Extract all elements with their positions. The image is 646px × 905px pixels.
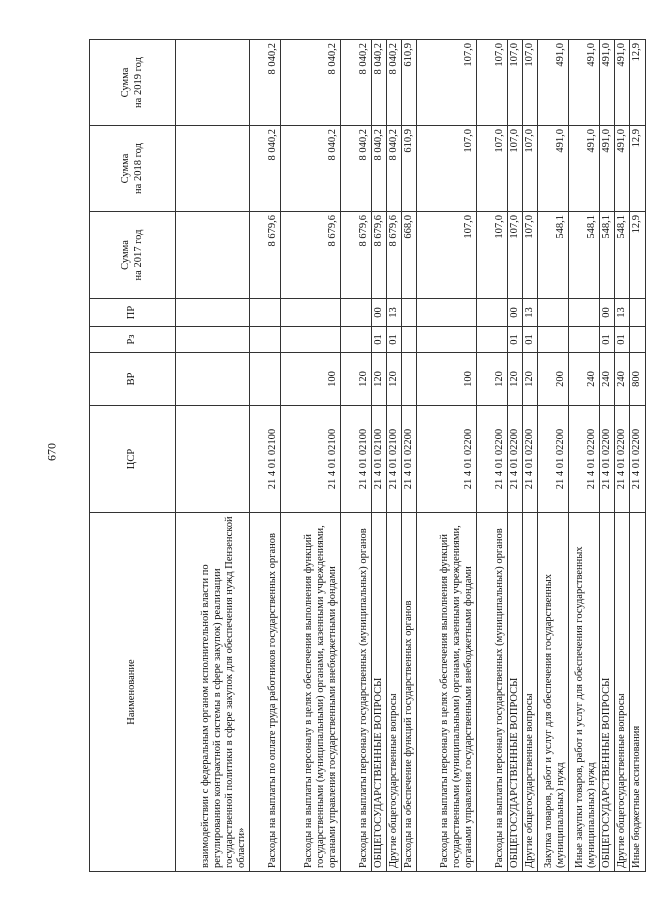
- cell-pr: [417, 299, 477, 327]
- cell-csr: 21 4 01 02200: [508, 406, 523, 513]
- cell-sum-2017: 107,0: [508, 212, 523, 299]
- cell-csr: [176, 406, 250, 513]
- header-sum-2017-line1: Сумма: [120, 240, 132, 270]
- cell-rz: 01: [600, 327, 615, 353]
- cell-sum-2018: 107,0: [417, 126, 477, 212]
- table-row: [600, 40, 615, 872]
- header-row: [90, 40, 176, 872]
- table-row: [417, 40, 477, 872]
- cell-vr: 240: [615, 353, 630, 406]
- cell-rz: 01: [508, 327, 523, 353]
- table-row: [615, 40, 630, 872]
- cell-sum-2017: [176, 212, 250, 299]
- cell-pr: [569, 299, 600, 327]
- cell-name: Расходы на выплаты персоналу государственных (муниципальных) органов: [341, 513, 372, 872]
- cell-sum-2019: 8 040,2: [387, 40, 402, 126]
- header-sum-2019-line2: на 2019 год: [132, 57, 144, 108]
- cell-name: Другие общегосударственные вопросы: [387, 513, 402, 872]
- cell-sum-2017: 8 679,6: [341, 212, 372, 299]
- cell-vr: 100: [281, 353, 341, 406]
- cell-pr: [477, 299, 508, 327]
- cell-vr: 120: [341, 353, 372, 406]
- cell-vr: [402, 353, 417, 406]
- cell-sum-2018: 107,0: [508, 126, 523, 212]
- cell-vr: 100: [417, 353, 477, 406]
- budget-table: [89, 39, 646, 872]
- cell-sum-2019: 491,0: [615, 40, 630, 126]
- cell-rz: [250, 327, 281, 353]
- cell-sum-2019: 491,0: [600, 40, 615, 126]
- cell-sum-2018: 8 040,2: [387, 126, 402, 212]
- cell-sum-2018: 8 040,2: [281, 126, 341, 212]
- page-number: 670: [44, 443, 59, 461]
- cell-csr: 21 4 01 02200: [417, 406, 477, 513]
- cell-vr: 120: [387, 353, 402, 406]
- cell-sum-2019: 491,0: [538, 40, 569, 126]
- cell-name: Расходы на выплаты персоналу в целях обеспечения выполнения функций государственными (муниципальными) органами, казенными учреждениями, органами управления государственными внебюджетными фондами: [417, 513, 477, 872]
- cell-vr: 240: [569, 353, 600, 406]
- header-sum-2018: [90, 126, 176, 212]
- cell-sum-2019: 8 040,2: [250, 40, 281, 126]
- cell-sum-2019: [176, 40, 250, 126]
- cell-sum-2017: 548,1: [569, 212, 600, 299]
- cell-pr: [630, 299, 645, 327]
- cell-rz: [569, 327, 600, 353]
- table-row: [523, 40, 538, 872]
- cell-pr: 00: [372, 299, 387, 327]
- cell-name: взаимодействии с федеральным органом исполнительной власти по регулированию контрактной системы в сфере закупок) реализации государственной политики в сфере закупок для обеспечения нужд Пензенской области»: [176, 513, 250, 872]
- cell-sum-2019: 107,0: [417, 40, 477, 126]
- cell-sum-2018: 107,0: [477, 126, 508, 212]
- cell-vr: 240: [600, 353, 615, 406]
- cell-sum-2019: 491,0: [569, 40, 600, 126]
- cell-pr: 00: [508, 299, 523, 327]
- table-row: [341, 40, 372, 872]
- cell-sum-2017: 8 679,6: [372, 212, 387, 299]
- cell-sum-2019: 107,0: [508, 40, 523, 126]
- cell-csr: 21 4 01 02100: [281, 406, 341, 513]
- cell-sum-2018: 610,9: [402, 126, 417, 212]
- cell-sum-2019: 107,0: [523, 40, 538, 126]
- cell-sum-2017: 668,0: [402, 212, 417, 299]
- cell-sum-2019: 12,9: [630, 40, 645, 126]
- cell-rz: [341, 327, 372, 353]
- cell-rz: [417, 327, 477, 353]
- cell-vr: [176, 353, 250, 406]
- cell-pr: 13: [523, 299, 538, 327]
- cell-sum-2018: 491,0: [600, 126, 615, 212]
- cell-sum-2017: 107,0: [523, 212, 538, 299]
- cell-csr: 21 4 01 02200: [569, 406, 600, 513]
- cell-pr: 13: [387, 299, 402, 327]
- cell-name: ОБЩЕГОСУДАРСТВЕННЫЕ ВОПРОСЫ: [372, 513, 387, 872]
- cell-sum-2018: 8 040,2: [372, 126, 387, 212]
- cell-rz: [402, 327, 417, 353]
- header-name: Наименование: [90, 513, 176, 872]
- cell-sum-2017: 548,1: [600, 212, 615, 299]
- header-sum-2018-line2: на 2018 год: [132, 143, 144, 194]
- cell-rz: 01: [372, 327, 387, 353]
- cell-sum-2019: 8 040,2: [372, 40, 387, 126]
- cell-rz: [477, 327, 508, 353]
- cell-sum-2017: 8 679,6: [387, 212, 402, 299]
- cell-name: Иные закупки товаров, работ и услуг для обеспечения государственных (муниципальных) нужд: [569, 513, 600, 872]
- cell-sum-2017: 548,1: [615, 212, 630, 299]
- table-row: [372, 40, 387, 872]
- cell-sum-2019: 8 040,2: [281, 40, 341, 126]
- cell-name: Расходы на выплаты персоналу государственных (муниципальных) органов: [477, 513, 508, 872]
- cell-sum-2018: 8 040,2: [250, 126, 281, 212]
- cell-csr: 21 4 01 02100: [372, 406, 387, 513]
- cell-pr: [176, 299, 250, 327]
- cell-csr: 21 4 01 02200: [538, 406, 569, 513]
- header-sum-2019-line1: Сумма: [120, 67, 132, 98]
- cell-name: Иные бюджетные ассигнования: [630, 513, 645, 872]
- cell-rz: 01: [523, 327, 538, 353]
- table-row: [176, 40, 250, 872]
- cell-sum-2017: 548,1: [538, 212, 569, 299]
- cell-pr: 13: [615, 299, 630, 327]
- header-rz: Рз: [90, 327, 176, 353]
- table-row: [477, 40, 508, 872]
- table-row: [387, 40, 402, 872]
- cell-pr: [281, 299, 341, 327]
- cell-pr: 00: [600, 299, 615, 327]
- cell-sum-2017: 107,0: [417, 212, 477, 299]
- cell-sum-2018: 107,0: [523, 126, 538, 212]
- cell-vr: [250, 353, 281, 406]
- header-sum-2019: [90, 40, 176, 126]
- table-row: [630, 40, 645, 872]
- cell-vr: 200: [538, 353, 569, 406]
- budget-table-wrapper: [89, 40, 643, 872]
- cell-vr: 120: [523, 353, 538, 406]
- cell-vr: 120: [477, 353, 508, 406]
- cell-rz: [281, 327, 341, 353]
- cell-rz: [176, 327, 250, 353]
- cell-csr: 21 4 01 02200: [630, 406, 645, 513]
- cell-csr: 21 4 01 02200: [615, 406, 630, 513]
- cell-pr: [250, 299, 281, 327]
- table-row: [402, 40, 417, 872]
- cell-sum-2018: [176, 126, 250, 212]
- cell-csr: 21 4 01 02100: [341, 406, 372, 513]
- cell-name: ОБЩЕГОСУДАРСТВЕННЫЕ ВОПРОСЫ: [508, 513, 523, 872]
- header-vr: ВР: [90, 353, 176, 406]
- cell-name: Другие общегосударственные вопросы: [523, 513, 538, 872]
- cell-sum-2017: 107,0: [477, 212, 508, 299]
- cell-sum-2018: 12,9: [630, 126, 645, 212]
- header-sum-2017: [90, 212, 176, 299]
- table-row: [281, 40, 341, 872]
- cell-name: Расходы на обеспечение функций государственных органов: [402, 513, 417, 872]
- header-pr: ПР: [90, 299, 176, 327]
- cell-pr: [538, 299, 569, 327]
- cell-sum-2018: 491,0: [615, 126, 630, 212]
- cell-vr: 120: [508, 353, 523, 406]
- cell-rz: [538, 327, 569, 353]
- table-row: [569, 40, 600, 872]
- cell-rz: [630, 327, 645, 353]
- cell-csr: 21 4 01 02100: [250, 406, 281, 513]
- header-csr: ЦСР: [90, 406, 176, 513]
- cell-name: Другие общегосударственные вопросы: [615, 513, 630, 872]
- table-row: [508, 40, 523, 872]
- cell-sum-2017: 8 679,6: [250, 212, 281, 299]
- cell-vr: 120: [372, 353, 387, 406]
- cell-name: ОБЩЕГОСУДАРСТВЕННЫЕ ВОПРОСЫ: [600, 513, 615, 872]
- cell-vr: 800: [630, 353, 645, 406]
- cell-csr: 21 4 01 02100: [387, 406, 402, 513]
- cell-csr: 21 4 01 02200: [402, 406, 417, 513]
- cell-sum-2017: 8 679,6: [281, 212, 341, 299]
- cell-pr: [402, 299, 417, 327]
- cell-name: Расходы на выплаты по оплате труда работников государственных органов: [250, 513, 281, 872]
- cell-csr: 21 4 01 02200: [523, 406, 538, 513]
- table-body: [176, 40, 646, 872]
- cell-pr: [341, 299, 372, 327]
- cell-rz: 01: [387, 327, 402, 353]
- cell-name: Закупка товаров, работ и услуг для обеспечения государственных (муниципальных) нужд: [538, 513, 569, 872]
- cell-sum-2018: 491,0: [538, 126, 569, 212]
- cell-sum-2019: 8 040,2: [341, 40, 372, 126]
- cell-sum-2019: 107,0: [477, 40, 508, 126]
- cell-name: Расходы на выплаты персоналу в целях обеспечения выполнения функций государственными (муниципальными) органами, казенными учреждениями, органами управления государственными внебюджетными фондами: [281, 513, 341, 872]
- table-row: [250, 40, 281, 872]
- cell-sum-2018: 491,0: [569, 126, 600, 212]
- header-sum-2017-line2: на 2017 год: [132, 229, 144, 281]
- cell-sum-2019: 610,9: [402, 40, 417, 126]
- cell-sum-2017: 12,9: [630, 212, 645, 299]
- header-sum-2018-line1: Сумма: [120, 153, 132, 184]
- cell-csr: 21 4 01 02200: [477, 406, 508, 513]
- cell-csr: 21 4 01 02200: [600, 406, 615, 513]
- table-row: [538, 40, 569, 872]
- cell-rz: 01: [615, 327, 630, 353]
- cell-sum-2018: 8 040,2: [341, 126, 372, 212]
